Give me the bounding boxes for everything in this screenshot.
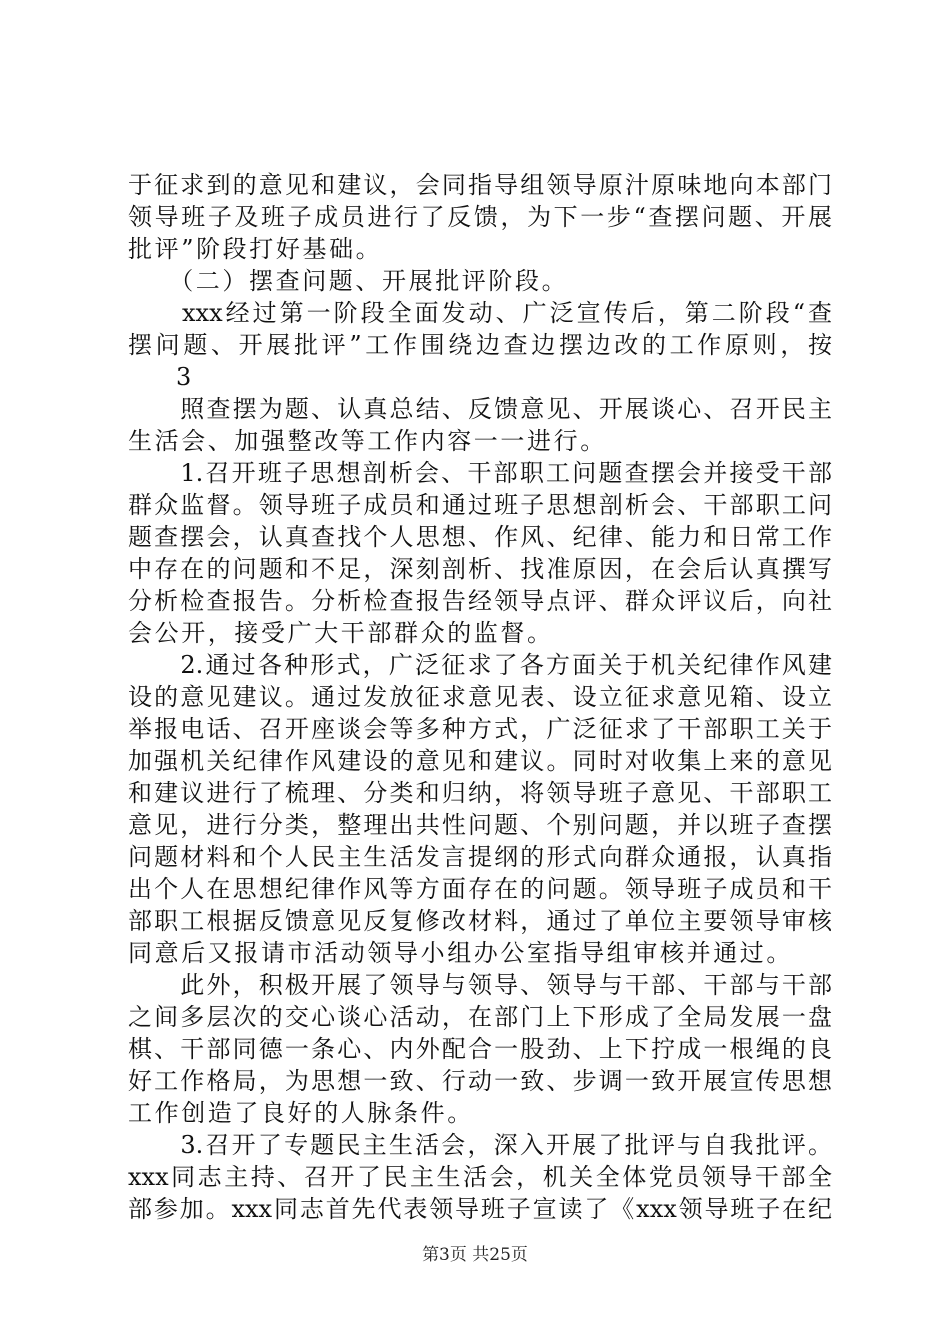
text-line: 批评”阶段打好基础。 — [128, 235, 383, 263]
text-line: 2.通过各种形式，广泛征求了各方面关于机关纪律作风建 — [128, 651, 832, 679]
text-line: xxx同志主持、召开了民主生活会，机关全体党员领导干部全 — [128, 1163, 832, 1191]
text-line: 领导班子及班子成员进行了反馈，为下一步“查摆问题、开展 — [128, 203, 832, 231]
text-line: xxx经过第一阶段全面发动、广泛宣传后，第二阶段“查 — [128, 299, 832, 327]
section-heading: （二）摆查问题、开展批评阶段。 — [128, 267, 569, 295]
text-line: 举报电话、召开座谈会等多种方式，广泛征求了干部职工关于 — [128, 715, 832, 743]
text-line: 照查摆为题、认真总结、反馈意见、开展谈心、召开民主 — [128, 395, 832, 423]
text-line: 设的意见建议。通过发放征求意见表、设立征求意见箱、设立 — [128, 683, 832, 711]
page-footer: 第3页 共25页 — [422, 1245, 528, 1265]
text-line: 3.召开了专题民主生活会，深入开展了批评与自我批评。 — [128, 1131, 832, 1159]
text-line: 加强机关纪律作风建设的意见和建议。同时对收集上来的意见 — [128, 747, 832, 775]
text-line: 部参加。xxx同志首先代表领导班子宣读了《xxx领导班子在纪 — [128, 1195, 832, 1223]
text-line: 于征求到的意见和建议，会同指导组领导原汁原味地向本部门 — [128, 171, 832, 199]
text-line: 和建议进行了梳理、分类和归纳，将领导班子意见、干部职工 — [128, 779, 832, 807]
text-line: 出个人在思想纪律作风等方面存在的问题。领导班子成员和干 — [128, 875, 832, 903]
page-marker: 3 — [176, 363, 192, 391]
text-line: 群众监督。领导班子成员和通过班子思想剖析会、干部职工问 — [128, 491, 832, 519]
text-line: 此外，积极开展了领导与领导、领导与干部、干部与干部 — [128, 971, 832, 999]
text-line: 1.召开班子思想剖析会、干部职工问题查摆会并接受干部 — [128, 459, 832, 487]
text-line: 部职工根据反馈意见反复修改材料，通过了单位主要领导审核 — [128, 907, 832, 935]
text-line: 棋、干部同德一条心、内外配合一股劲、上下拧成一根绳的良 — [128, 1035, 832, 1063]
text-line: 同意后又报请市活动领导小组办公室指导组审核并通过。 — [128, 939, 793, 967]
text-line: 会公开，接受广大干部群众的监督。 — [128, 619, 554, 647]
text-line: 题查摆会，认真查找个人思想、作风、纪律、能力和日常工作 — [128, 523, 832, 551]
text-line: 中存在的问题和不足，深刻剖析、找准原因，在会后认真撰写 — [128, 555, 832, 583]
text-line: 生活会、加强整改等工作内容一一进行。 — [128, 427, 607, 455]
text-line: 好工作格局，为思想一致、行动一致、步调一致开展宣传思想 — [128, 1067, 832, 1095]
text-line: 意见，进行分类，整理出共性问题、个别问题，并以班子查摆 — [128, 811, 832, 839]
text-line: 工作创造了良好的人脉条件。 — [128, 1099, 474, 1127]
text-line: 摆问题、开展批评”工作围绕边查边摆边改的工作原则，按 — [128, 331, 832, 359]
text-line: 问题材料和个人民主生活发言提纲的形式向群众通报，认真指 — [128, 843, 832, 871]
document-body — [128, 169, 832, 1225]
text-line: 之间多层次的交心谈心活动，在部门上下形成了全局发展一盘 — [128, 1003, 832, 1031]
text-line: 分析检查报告。分析检查报告经领导点评、群众评议后，向社 — [128, 587, 832, 615]
